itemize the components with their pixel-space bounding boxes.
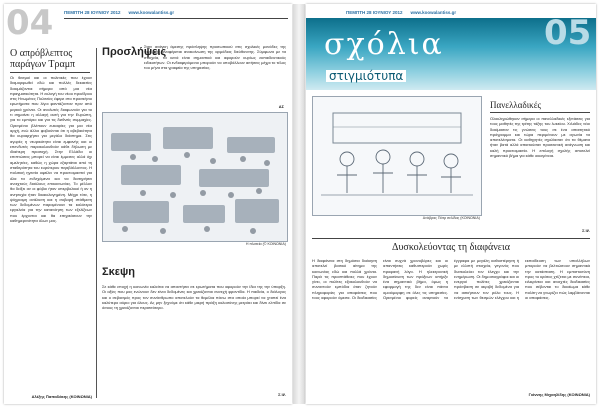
banner-subtitle: στιγμιότυπα: [326, 70, 406, 82]
header-rule: [64, 18, 288, 19]
right-page-header: [346, 6, 546, 18]
title-rule: [10, 72, 90, 73]
article-signature-exams: Σ.Ψ.: [582, 228, 590, 233]
title-rule: [490, 112, 590, 113]
article-body-thought: Σε κάθε εποχή η κοινωνία καλείται να απαντήσει σε ερωτήματα που αφορούν την ίδια της την ύπαρξη. Οι αξίες που μας ενώνουν δεν είναι δεδομένες και χρειάζονται συνεχή φροντίδα. Η παιδεία, ο διάλογος και ο σεβασμός προς τον συνάνθρωπο αποτελούν τα θεμέλια πάνω στα οποία μπορεί να χτιστεί ένα καλύτερο αύριο για όλους. Ας μην ξεχνάμε ότι κάθε μικρή πράξη καλοσύνης μετράει και δίνει ελπίδα σε όσους τη χρειάζονται περισσότερο.: [102, 284, 286, 311]
article-title-exams: Πανελλαδικές: [490, 100, 542, 110]
article-signature-hiring: ΑΣ: [278, 104, 284, 109]
photo-square-crowd: [102, 112, 288, 242]
article-body-trump: Οι θεσμοί και οι πολιτικές που έχουν διαμορφωθεί εδώ και πολλές δεκαετίες δοκιμάζονται σήμερα από μια νέα πραγματικότητα. Η εκλογή του νέου προέδρου στις Ηνωμένες Πολιτείες έφερε στο προσκήνιο ερωτήματα που λίγοι φαντάζονταν πριν από μερικά χρόνια. Οι αναλυτές διαφωνούν για το τι σημαίνει η αλλαγή αυτή για την Ευρώπη, για το εμπόριο και για τις διεθνείς συμμαχίες. Ορισμένοι βλέπουν ευκαιρίες για μια νέα αρχή, ενώ άλλοι φοβούνται ότι η αβεβαιότητα θα κυριαρχήσει για μεγάλο διάστημα. Στις αγορές η νευρικότητα είναι εμφανής και οι επενδυτές παρακολουθούν κάθε δήλωση με ιδιαίτερη προσοχή. Στην Ελλάδα οι επιπτώσεις μπορεί να είναι έμμεσες αλλά όχι αμελητέες, καθώς η χώρα εξαρτάται από τη σταθερότητα του ευρύτερου περιβάλλοντος. Η πολιτική ηγεσία οφείλει να προετοιμαστεί για όλα τα ενδεχόμενα και να διατηρήσει ανοιχτούς διαύλους επικοινωνίας. Το μέλλον θα δείξει αν οι φόβοι ήταν υπερβολικοί ή αν η ανησυχία ήταν δικαιολογημένη. Μέχρι τότε, η ψύχραιμη ανάλυση και η σοβαρή στάθμιση των δεδομένων παραμένουν τα καλύτερα εργαλεία για την κατανόηση των εξελίξεων που έρχονται και θα επηρεάσουν την καθημερινότητα όλων μας.: [10, 75, 92, 224]
column-divider: [96, 48, 97, 398]
article-title-thought: Σκεψη: [102, 266, 135, 278]
photo-caption-square: Η πλατεία (© ΚΟΙΝΩΝΙΑ): [245, 242, 286, 246]
right-header-site: www.koowalantiss.gr: [410, 9, 457, 15]
right-header-date: ΠΕΜΠΤΗ 28 ΙΟΥΝΙΟΥ 2012: [346, 9, 403, 15]
page-gutter: [293, 4, 305, 404]
article-signature-transparency: Γιάννης Μιχαηλίδης (ΚΟΙΝΩΝΙΑ): [528, 392, 590, 397]
article-signature-thought: Σ.Ψ.: [278, 392, 286, 397]
article-title-trump: Ο απρόβλεπτος παράγων Τραμπ: [10, 48, 76, 70]
article-body-transparency: Η διαφάνεια στη δημόσια διοίκηση αποτελεί βασικό αίτημα της κοινωνίας εδώ και πολλά χρόνια. Παρά τις προσπάθειες που έχουν γίνει, οι πολίτες εξακολουθούν να συναντούν εμπόδια όταν ζητούν πληροφορίες για αποφάσεις που τους αφορούν άμεσα. Οι διαδικασίες είναι συχνά χρονοβόρες και οι απαντήσεις καθυστερούν χωρίς προφανή λόγο. Η ηλεκτρονική δημοσίευση των πράξεων υπήρξε ένα σημαντικό βήμα, όμως η εφαρμογή της δεν είναι πάντα ομοιόμορφη σε όλες τις υπηρεσίες. Ορισμένοι φορείς αναρτούν τα έγγραφα με μεγάλη καθυστέρηση ή με ελλιπή στοιχεία, γεγονός που δυσκολεύει τον έλεγχο και την ενημέρωση. Οι δημοσιογράφοι και οι ενεργοί πολίτες χρειάζονται πρόσβαση σε ακριβή δεδομένα για να ασκήσουν τον ρόλο τους. Η ενίσχυση των θεσμών ελέγχου και η εκπαίδευση των υπαλλήλων μπορούν να βελτιώσουν σημαντικά την κατάσταση. Η εμπιστοσύνη προς το κράτος χτίζεται με συνέπεια, ειλικρίνεια και ανοιχτές διαδικασίες που σέβονται το δικαίωμα κάθε πολίτη να γνωρίζει πώς λαμβάνονται οι αποφάσεις.: [312, 258, 590, 301]
left-page-header: [64, 6, 284, 18]
left-header-site: www.koowalantiss.gr: [128, 9, 175, 15]
cartoon-drawing: [313, 97, 481, 215]
cartoon-caption: Ανάβρας Πάτρ σελίδας (ΚΟΙΝΩΝΙΑ): [422, 216, 480, 220]
section-rule: [312, 238, 590, 239]
right-page: [306, 4, 596, 404]
left-page: [4, 4, 292, 404]
article-body-exams: Ολοκληρώθηκαν σήμερα οι πανελλαδικές εξετάσεις για τους μαθητές της τρίτης τάξης του λυκείου. Χιλιάδες νέοι δοκίμασαν τις γνώσεις τους σε ένα απαιτητικό πρόγραμμα και τώρα περιμένουν με αγωνία τα αποτελέσματα. Οι καθηγητές σχολίασαν ότι τα θέματα ήταν βατά αλλά απαιτούσαν προσεκτική ανάγνωση και καλή προετοιμασία. Η επιλογή σχολής αποτελεί σημαντικό βήμα για κάθε οικογένεια.: [490, 116, 590, 159]
left-header-date: ΠΕΜΠΤΗ 28 ΙΟΥΝΙΟΥ 2012: [64, 9, 121, 15]
left-page-number: 04: [6, 4, 54, 43]
right-page-number: 05: [544, 13, 592, 53]
article-title-hiring: Προσλήψεις: [102, 46, 167, 58]
article-body-hiring: Στην ανάγκη άμεσης πρόσληψης προσωπικού στις σχολικές μονάδες της περιοχής αναφέρεται ανακοίνωση της αρμόδιας διεύθυνσης. Σύμφωνα με τα στοιχεία, τα κενά είναι σημαντικά και αφορούν κυρίως εκπαιδευτικούς ειδικοτήτων. Οι ενδιαφερόμενοι μπορούν να υποβάλλουν αιτήσεις μέχρι το τέλος του μήνα στα γραφεία της υπηρεσίας.: [144, 44, 286, 71]
cartoon-image: [312, 96, 482, 216]
crowd-illustration: [103, 113, 287, 241]
article-title-transparency: Δυσκολεύοντας τη διαφάνεια: [392, 242, 510, 253]
banner-title: σχόλια: [324, 27, 444, 62]
article-signature-trump: Αλέξης Παπαδάκης (ΚΟΙΝΩΝΙΑ): [31, 394, 92, 399]
